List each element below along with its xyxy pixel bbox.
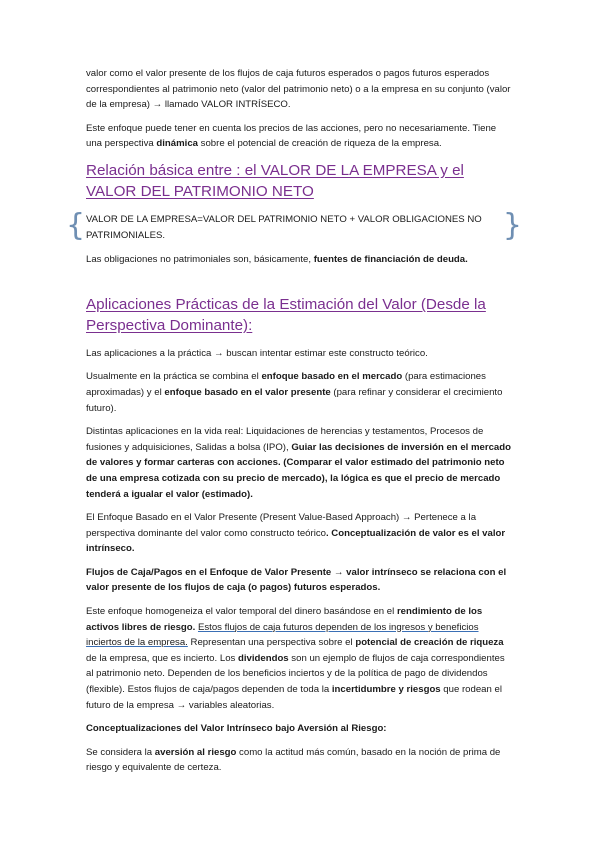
apl-p2-a: Usualmente en la práctica se combina el bbox=[86, 371, 262, 383]
apl-p8-a: Se considera la bbox=[86, 746, 155, 758]
right-brace-icon: } bbox=[502, 207, 522, 243]
apl-p6-g: de la empresa, que es incierto. Los bbox=[86, 652, 238, 664]
intro-p1-text: valor como el valor presente de los flujos de caja futuros esperados o pagos futuros esperados correspondientes al patrimonio neto (valor del patrimonio neto) o a la empresa en su conjunto (valor de la empresa) → llamado VALOR INTRÍSECO. bbox=[86, 68, 511, 111]
left-brace-icon: { bbox=[66, 207, 86, 243]
apl-p4-a: El Enfoque Basado en el Valor Presente (Present Value-Based Approach) → Pertenece a la perspectiva dominante del valor como constructo teórico bbox=[86, 512, 477, 539]
apl-p2-b: enfoque basado en el mercado bbox=[261, 371, 403, 383]
apl-p3-a: Distintas aplicaciones en la vida real: Liquidaciones de herencias y testamentos, Procesos de fusiones y adquisiciones, Salidas a bolsa (IPO), bbox=[86, 426, 484, 453]
apl-p1-text: Las aplicaciones a la práctica → buscan intentar estimar este constructo teórico. bbox=[86, 347, 428, 359]
aplicaciones-paragraph-5 bbox=[86, 565, 514, 596]
document-page bbox=[66, 66, 522, 784]
section-heading-relacion: Relación básica entre : el VALOR DE LA EMPRESA y el VALOR DEL PATRIMONIO NETO bbox=[86, 161, 464, 200]
apl-p6-f: potencial de creación de riqueza bbox=[355, 637, 504, 649]
apl-p4-b: . Conceptualización de valor es el valor intrínseco. bbox=[86, 527, 506, 555]
apl-p6-a: Este enfoque homogeneiza el valor temporal del dinero basándose en el bbox=[86, 606, 397, 618]
apl-p8-c: como la actitud más común, basado en la noción de prima de riesgo y equivalente de certeza. bbox=[86, 746, 501, 774]
apl-p6-underlined: Estos flujos de caja futuros dependen de los ingresos y beneficios inciertos de la empresa. bbox=[86, 621, 479, 649]
aplicaciones-paragraph-2 bbox=[86, 369, 514, 416]
apl-p3-b: Guiar las decisiones de inversión en el mercado de valores y formar carteras con acciones. (Comparar el valor estimado del patrimonio neto de una empresa cotizada con su precio de mercado), la lógica es que el precio de mercado tenderá a igualar el valor (estimado). bbox=[86, 441, 511, 500]
aplicaciones-paragraph-6 bbox=[86, 604, 514, 713]
obligaciones-bold: fuentes de financiación de deuda. bbox=[313, 254, 468, 266]
aplicaciones-paragraph-8 bbox=[86, 745, 514, 776]
apl-p7-text: Conceptualizaciones del Valor Intrínseco bajo Aversión al Riesgo: bbox=[86, 723, 387, 735]
intro-p2-text: Este enfoque puede tener en cuenta los precios de las acciones, pero no necesariamente. Tiene una perspectiva bbox=[86, 122, 497, 150]
aplicaciones-paragraph-7 bbox=[86, 721, 514, 737]
apl-p5-text: Flujos de Caja/Pagos en el Enfoque de Valor Presente → valor intrínseco se relaciona con el valor presente de los flujos de caja (o pagos) futuros esperados. bbox=[86, 566, 507, 594]
aplicaciones-paragraph-3 bbox=[86, 424, 514, 502]
obligaciones-paragraph bbox=[86, 252, 514, 268]
apl-p6-h: dividendos bbox=[238, 652, 289, 664]
intro-p2-tail: sobre el potencial de creación de riqueza de la empresa. bbox=[198, 138, 442, 150]
apl-p6-e: Representan una perspectiva sobre el bbox=[187, 637, 356, 649]
aplicaciones-paragraph-4 bbox=[86, 510, 514, 557]
aplicaciones-paragraph-1 bbox=[86, 346, 514, 362]
intro-paragraph-1 bbox=[86, 66, 514, 113]
apl-p6-b: rendimiento de los activos libres de riesgo. bbox=[86, 606, 483, 633]
formula-callout bbox=[66, 207, 522, 243]
apl-p6-i: son un ejemplo de flujos de caja correspondientes al patrimonio neto. Dependen de los beneficios inciertos y de la política de pago de dividendos (flexible). Estos flujos de caja/pagos dependen de toda la bbox=[86, 652, 505, 696]
intro-p2-bold: dinámica bbox=[156, 138, 198, 150]
intro-paragraph-2 bbox=[86, 121, 514, 152]
formula-text: VALOR DE LA EMPRESA=VALOR DEL PATRIMONIO NETO + VALOR OBLIGACIONES NO PATRIMONIALES. bbox=[86, 213, 482, 241]
apl-p2-d: enfoque basado en el valor presente bbox=[164, 386, 331, 398]
apl-p2-e: (para refinar y considerar el crecimiento futuro). bbox=[86, 386, 503, 414]
section-heading-aplicaciones: Aplicaciones Prácticas de la Estimación del Valor (Desde la Perspectiva Dominante): bbox=[86, 295, 486, 334]
apl-p6-j: incertidumbre y riesgos bbox=[331, 684, 441, 696]
apl-p6-k: que rodean el futuro de la empresa → variables aleatorias. bbox=[86, 684, 502, 711]
apl-p2-c: (para estimaciones aproximadas) y el bbox=[86, 371, 486, 398]
obligaciones-text: Las obligaciones no patrimoniales son, básicamente, bbox=[86, 254, 314, 266]
apl-p8-b: aversión al riesgo bbox=[154, 746, 237, 758]
